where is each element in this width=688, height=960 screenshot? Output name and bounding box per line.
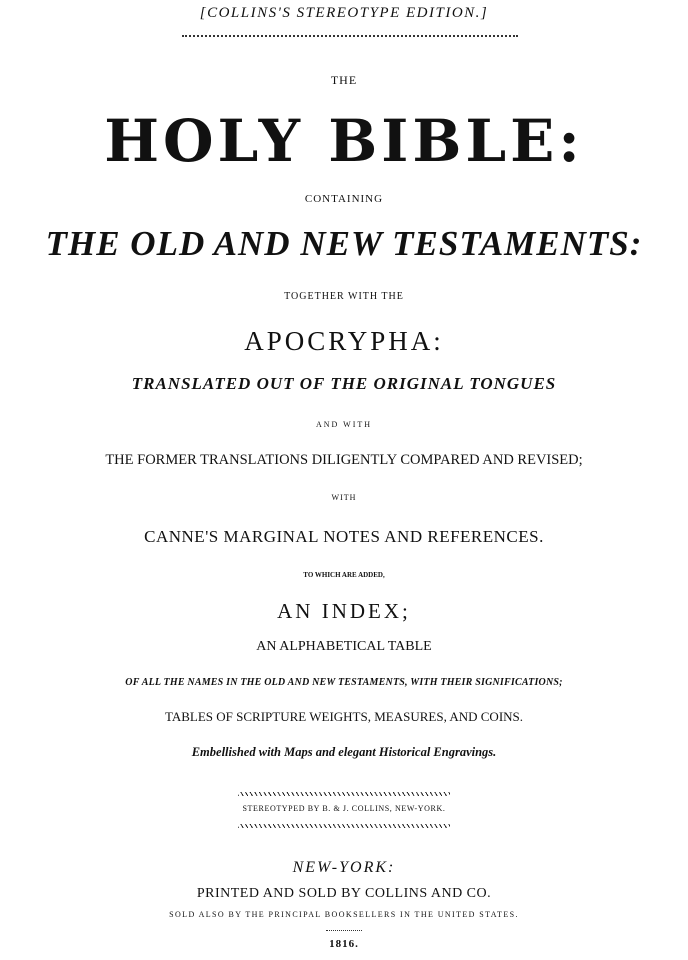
to-which-label: TO WHICH ARE ADDED, xyxy=(303,571,385,579)
printed-sold-line: PRINTED AND SOLD BY COLLINS AND CO. xyxy=(196,886,492,901)
together-label: TOGETHER WITH THE xyxy=(284,291,404,302)
imprint-city: NEW-YORK: xyxy=(292,859,396,876)
index-heading: AN INDEX; xyxy=(277,599,411,623)
main-title: HOLY BIBLE: xyxy=(104,107,584,175)
names-line: OF ALL THE NAMES IN THE OLD AND NEW TESTAMENTS, WITH THEIR SIGNIFICATIONS; xyxy=(125,677,563,688)
apocrypha-heading: APOCRYPHA: xyxy=(244,326,444,356)
former-translations-line: THE FORMER TRANSLATIONS DILIGENTLY COMPARED AND REVISED; xyxy=(105,452,583,468)
canne-notes-line: CANNE'S MARGINAL NOTES AND REFERENCES. xyxy=(144,527,544,546)
embellished-line: Embellished with Maps and elegant Historical Engravings. xyxy=(191,745,497,759)
ornamental-rule-bottom xyxy=(238,824,450,828)
with-label: WITH xyxy=(331,493,357,502)
alphabetical-table-line: AN ALPHABETICAL TABLE xyxy=(256,639,432,654)
translated-line: TRANSLATED OUT OF THE ORIGINAL TONGUES xyxy=(131,374,557,393)
containing-label: CONTAINING xyxy=(304,193,384,205)
header-dotted-rule xyxy=(182,35,518,37)
edition-header: [COLLINS'S STEREOTYPE EDITION.] xyxy=(199,5,489,21)
stereotyped-credit: STEREOTYPED BY B. & J. COLLINS, NEW-YORK. xyxy=(242,804,446,813)
ornamental-rule-top xyxy=(238,792,450,796)
publication-year: 1816. xyxy=(329,938,359,950)
testaments-heading: THE OLD AND NEW TESTAMENTS: xyxy=(45,224,643,263)
sold-also-line: SOLD ALSO BY THE PRINCIPAL BOOKSELLERS IN THE UNITED STATES. xyxy=(169,910,519,919)
title-the: THE xyxy=(330,73,358,87)
and-with-label: AND WITH xyxy=(315,420,373,429)
year-dotted-rule xyxy=(326,930,362,931)
tables-line: TABLES OF SCRIPTURE WEIGHTS, MEASURES, AND COINS. xyxy=(164,709,524,724)
